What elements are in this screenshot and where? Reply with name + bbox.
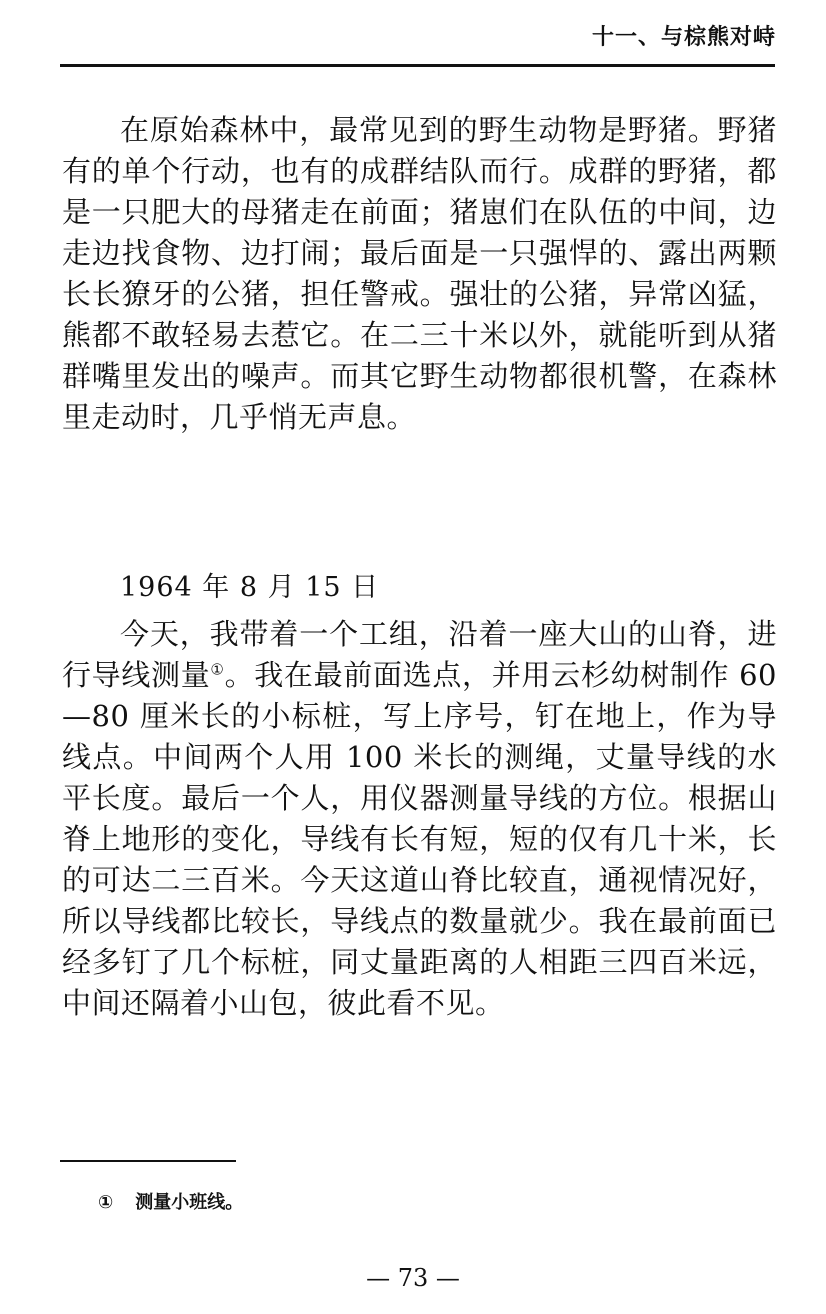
running-header: 十一、与棕熊对峙 bbox=[591, 25, 776, 50]
page-number: — 73 — bbox=[366, 1264, 460, 1292]
diary-date: 1964 年 8 月 15 日 bbox=[120, 572, 380, 603]
paragraph-text-part2: 。我在最前面选点，并用云杉幼树制作 60—80 厘米长的小标桩，写上序号，钉在地上，作为导线点。中间两个人用 100 米长的测绳，丈量导线的水平长度。最后一个人，用仪器测量导线的方位。根据山脊上地形的变化，导线有长有短，短的仅有几十米，长的可达二三百米。今天这道山脊比较直，通视情况好，所以导线都比较长，导线点的数量就少。我在最前面已经多钉了几个标桩，同丈量距离的人相距三四百米远，中间还隔着小山包，彼此看不见。 bbox=[62, 658, 777, 1020]
footnote-text: 测量小班线。 bbox=[135, 1192, 244, 1213]
paragraph-text-part1: 今天，我带着一个工组，沿着一座大山的山脊，进行导线测量 bbox=[62, 617, 777, 692]
footnote-rule bbox=[60, 1160, 236, 1162]
footnote-reference: ① bbox=[210, 660, 225, 679]
footnote-mark: ① bbox=[98, 1192, 114, 1213]
header-rule bbox=[60, 64, 775, 67]
footnote bbox=[98, 1188, 243, 1214]
paragraph-wild-boars: 在原始森林中，最常见到的野生动物是野猪。野猪有的单个行动，也有的成群结队而行。成群的野猪，都是一只肥大的母猪走在前面；猪崽们在队伍的中间，边走边找食物、边打闹；最后面是一只强悍的、露出两颗长长獠牙的公猪，担任警戒。强壮的公猪，异常凶猛，熊都不敢轻易去惹它。在二三十米以外，就能听到从猪群嘴里发出的噪声。而其它野生动物都很机警，在森林里走动时，几乎悄无声息。 bbox=[62, 113, 777, 434]
paragraph-traverse-survey bbox=[62, 614, 777, 1024]
